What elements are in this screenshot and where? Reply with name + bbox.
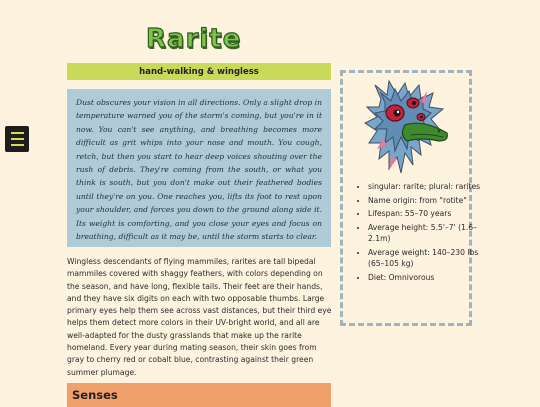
info-sidebar — [340, 70, 481, 326]
senses-heading — [67, 383, 331, 407]
rarite-portrait-image — [361, 79, 455, 179]
fact-name-origin: • Name origin: from "rotite" — [368, 195, 488, 207]
fact-height: • Average height: 5.5'–7' (1.6–2.1m) — [368, 222, 488, 245]
subtitle-banner — [67, 63, 331, 80]
fact-lifespan: • Lifespan: 55–70 years — [368, 208, 488, 220]
description-paragraph: Wingless descendants of flying mammiles, rarites are tall bipedal mammiles covered with shaggy feathers, with colors depending on the season, and have long, flexible tails. Their feet are their hands, and they have six digits on each with two opposable thumbs. Large primary eyes help them see across vast distances, but their third eye helps them detect more colors in their UV-bright world, and all are well-adapted for the dusty grasslands that make up the rarite homeland. Every year during mating season, their skin goes from gray to cherry red or cobalt blue, contrasting against their green summer plumage. — [67, 257, 332, 377]
subtitle-text: hand-walking & wingless — [139, 66, 259, 77]
fact-plural: • singular: rarite; plural: rarites — [368, 181, 488, 193]
senses-heading-text: Senses — [72, 388, 118, 402]
story-box: Dust obscures your vision in all directions. Only a slight drop in temperature warned you of the storm's coming, but you're in it now. You can't see anything, and breathing becomes more difficult as grit whips into your nose and mouth. You cough, retch, but then you start to hear deep voices shouting over the rush of debris. They're coming from the south, or what you think is south, but you don't make out their feathered bodies until they're on you. One reaches you, lifts its foot to rest upon your shoulder, and forces you down to the ground along side it. Its weight is comforting, and you close your eyes and focus on breathing, difficult as it may be, until the storm starts to clear. — [67, 89, 331, 247]
page-title: Rarite — [146, 24, 242, 54]
fact-diet: • Diet: Omnivorous — [368, 272, 488, 284]
fact-weight: • Average weight: 140–230 lbs (65–105 kg) — [368, 247, 488, 270]
menu-button[interactable] — [5, 126, 29, 152]
facts-list — [350, 181, 488, 285]
hamburger-icon — [11, 132, 24, 134]
